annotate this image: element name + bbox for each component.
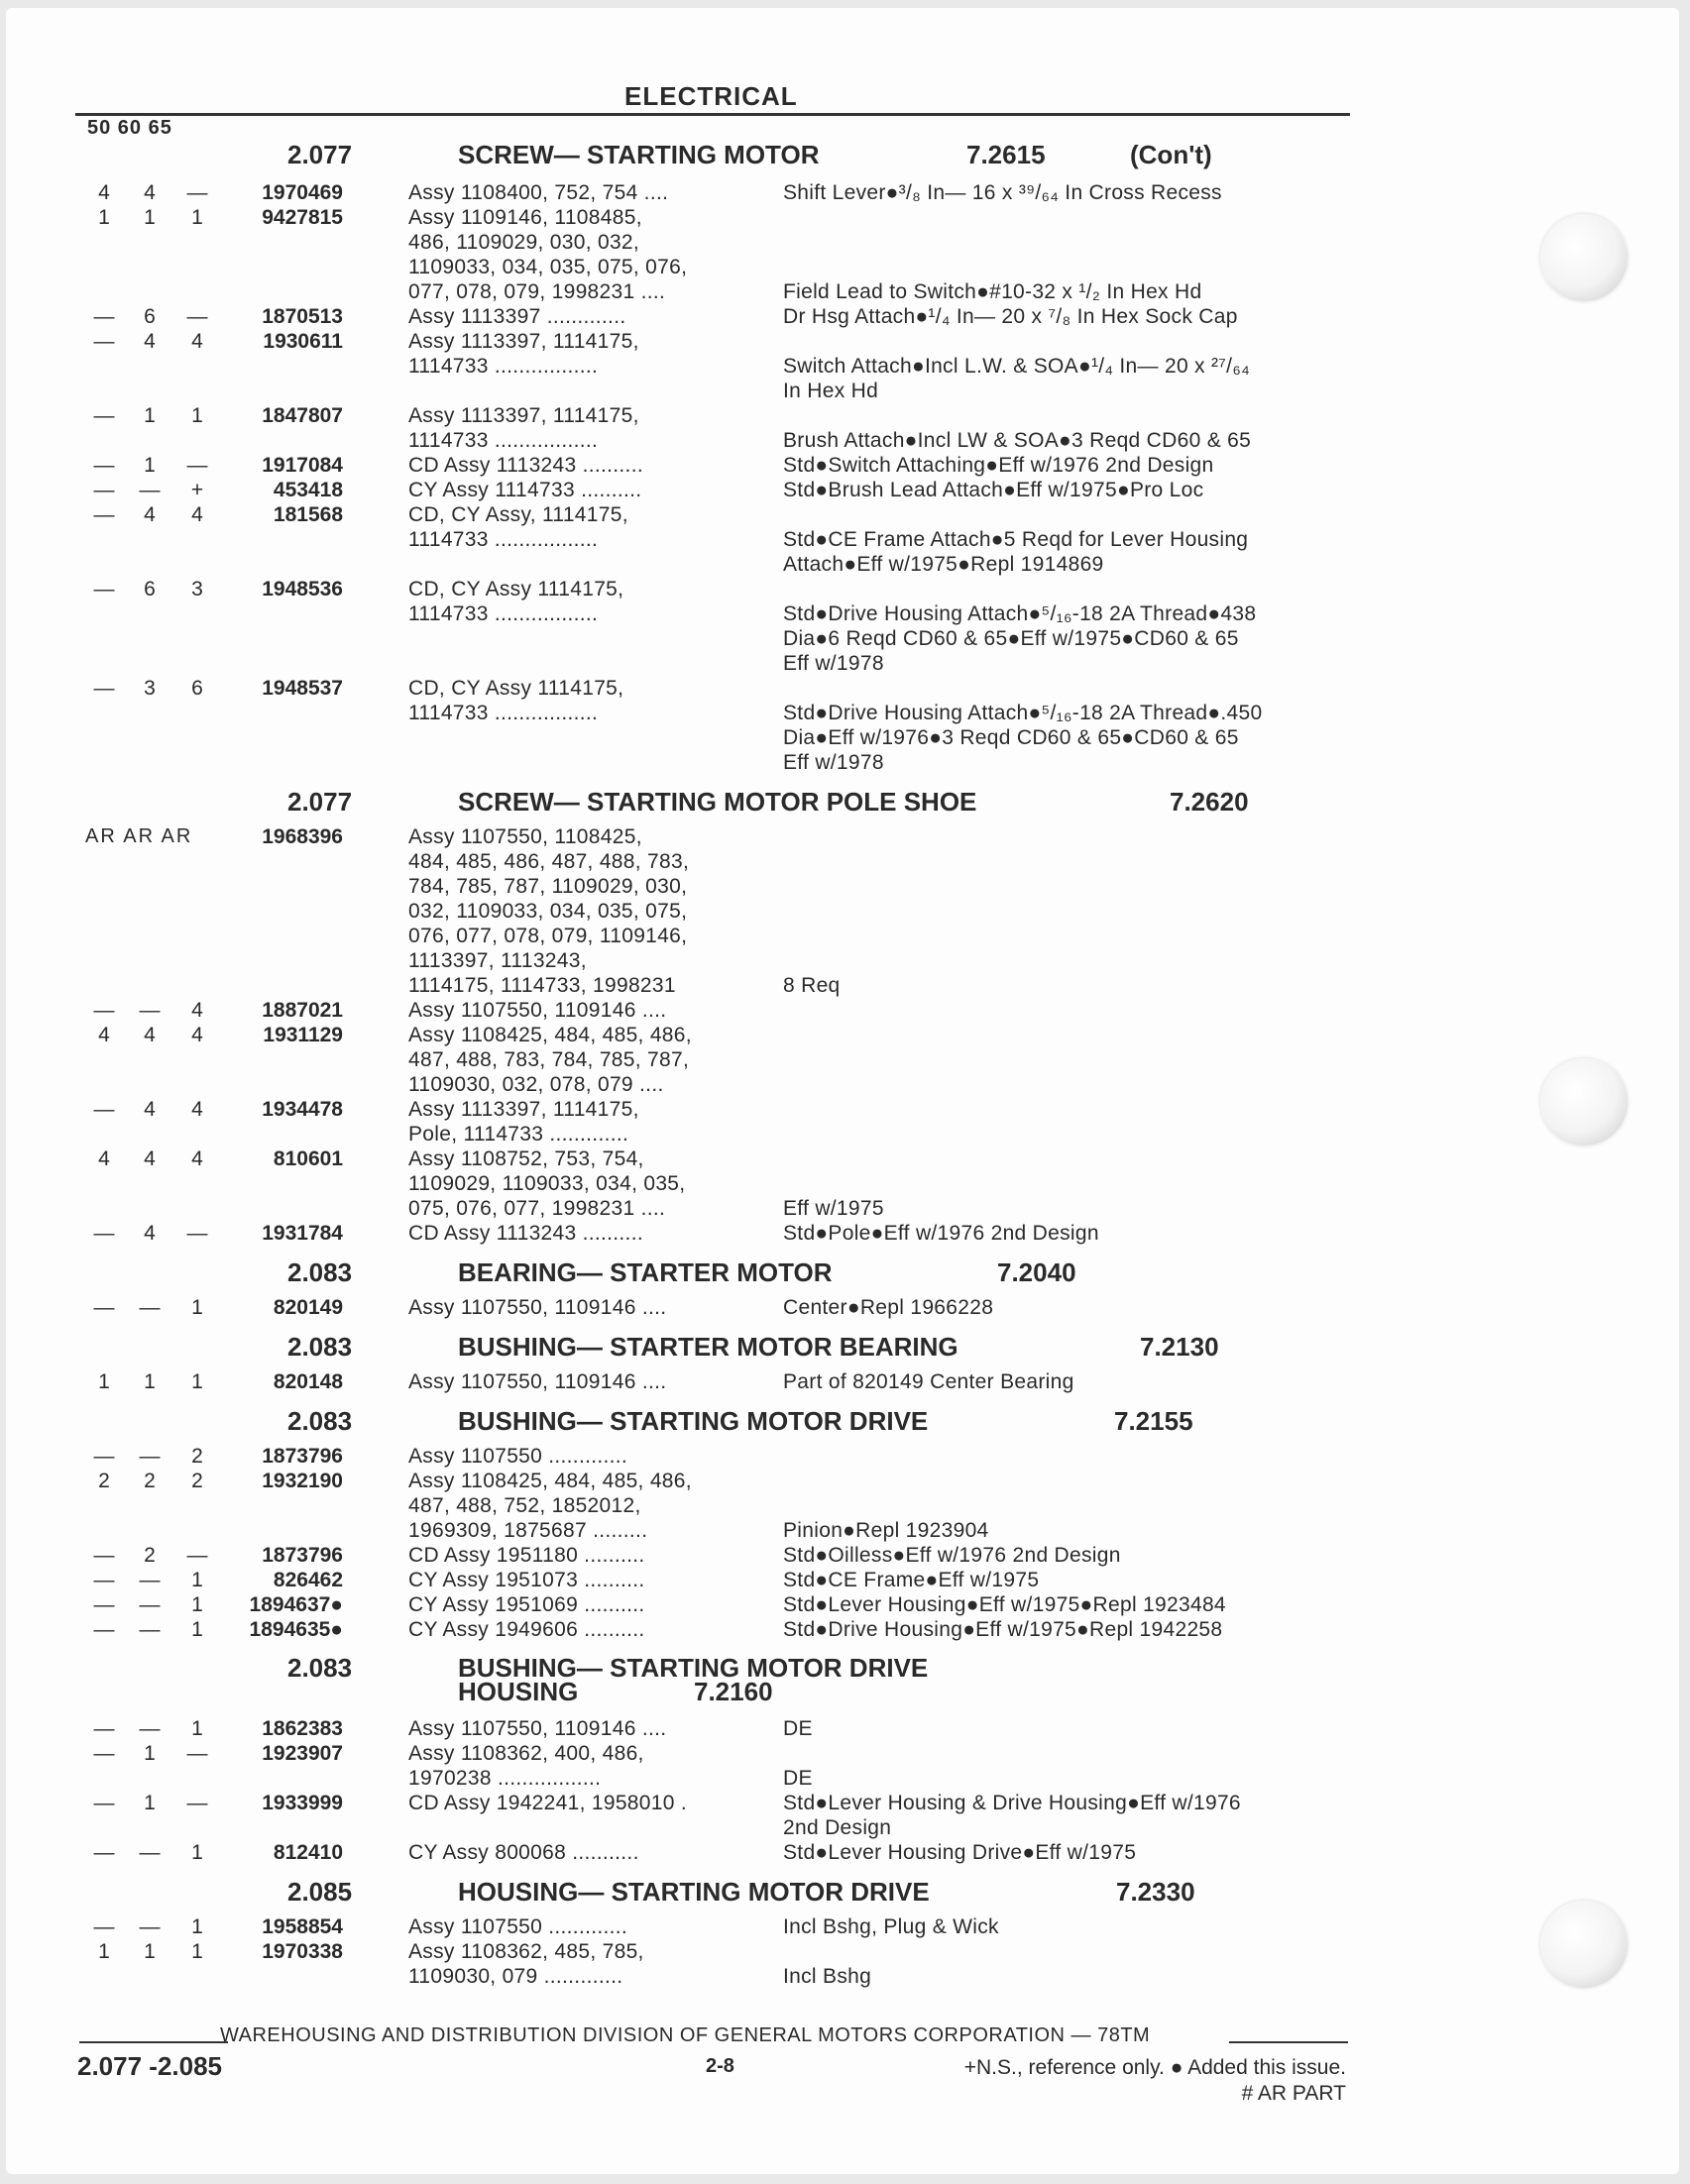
remarks-text: DE (783, 1717, 813, 1740)
quantity-65: 1 (191, 404, 203, 427)
quantity-60: — (139, 1841, 161, 1864)
remarks-text: Eff w/1975 (783, 1197, 884, 1220)
remarks-text: Switch Attach●Incl L.W. & SOA●¹/₄ In— 20 x ²⁷/₆₄ (783, 355, 1250, 378)
remarks-text: Std●Lever Housing & Drive Housing●Eff w/1976 (783, 1792, 1241, 1814)
quantity-65: — (186, 1742, 208, 1765)
parts-line (0, 577, 1690, 601)
section-title: SCREW— STARTING MOTOR POLE SHOE (458, 787, 977, 817)
section-number: 2.077 (287, 140, 353, 169)
application-text: 1114733 ................. (408, 429, 599, 452)
parts-line (0, 1444, 1690, 1469)
part-number: 1873796 (262, 1445, 343, 1468)
quantity-as-required: AR AR AR (85, 825, 193, 847)
quantity-60: 1 (144, 1792, 156, 1814)
section-code: 7.2615 (966, 140, 1046, 169)
quantity-65: — (186, 454, 208, 477)
application-text: Assy 1108362, 400, 486, (408, 1742, 644, 1765)
parts-line (0, 329, 1690, 354)
quantity-65: 6 (191, 677, 203, 700)
quantity-65: 4 (191, 1098, 203, 1121)
footer-legend-line: # AR PART (1241, 2082, 1346, 2105)
parts-line (0, 403, 1690, 428)
quantity-60: — (139, 1593, 161, 1616)
parts-line (0, 849, 1690, 874)
quantity-65: 4 (191, 503, 203, 526)
application-text: CD Assy 1113243 .......... (408, 1222, 643, 1245)
parts-line (0, 1964, 1690, 1989)
quantity-65: 2 (191, 1445, 203, 1468)
section-number: 2.083 (287, 1406, 353, 1436)
application-text: Assy 1107550, 1109146 .... (408, 999, 667, 1022)
quantity-50: — (93, 1915, 115, 1938)
parts-line (0, 1840, 1690, 1865)
part-number: 1932190 (262, 1470, 343, 1492)
section-number: 2.083 (287, 1257, 353, 1287)
quantity-50: — (93, 1222, 115, 1245)
quantity-60: 2 (144, 1544, 156, 1567)
parts-line (0, 874, 1690, 899)
quantity-65: 1 (191, 206, 203, 229)
quantity-60: 3 (144, 677, 156, 700)
quantity-50: — (93, 1717, 115, 1740)
remarks-text: Std●CE Frame●Eff w/1975 (783, 1569, 1040, 1591)
quantity-65: 1 (191, 1296, 203, 1319)
quantity-60: 6 (144, 578, 156, 601)
quantity-50: 4 (98, 181, 110, 204)
quantity-65: — (186, 1222, 208, 1245)
quantity-60: 4 (144, 1024, 156, 1046)
quantity-50: — (93, 1098, 115, 1121)
remarks-text: Brush Attach●Incl LW & SOA●3 Reqd CD60 & 65 (783, 429, 1252, 452)
parts-line (0, 750, 1690, 775)
application-text: CD, CY Assy, 1114175, (408, 503, 628, 526)
quantity-65: 3 (191, 578, 203, 601)
parts-line (0, 453, 1690, 478)
remarks-text: Eff w/1978 (783, 652, 884, 675)
remarks-text: In Hex Hd (783, 380, 879, 402)
part-number: 820149 (273, 1296, 343, 1319)
quantity-60: — (139, 1717, 161, 1740)
application-text: 076, 077, 078, 079, 1109146, (408, 925, 688, 947)
application-text: 1114733 ................. (408, 355, 599, 378)
parts-line (0, 1568, 1690, 1592)
quantity-60: 1 (144, 206, 156, 229)
application-text: Assy 1107550, 1108425, (408, 825, 642, 848)
parts-line (0, 1716, 1690, 1741)
parts-line (0, 230, 1690, 255)
quantity-60: — (139, 479, 161, 501)
quantity-60: 1 (144, 1742, 156, 1765)
part-number: 9427815 (262, 206, 343, 229)
parts-line (0, 725, 1690, 750)
part-number: 1923907 (262, 1742, 343, 1765)
section-title-continued: HOUSING (458, 1677, 579, 1706)
part-number: 1934478 (262, 1098, 343, 1121)
footer-division: WAREHOUSING AND DISTRIBUTION DIVISION OF GENERAL MOTORS CORPORATION — 78TM (220, 2024, 1151, 2046)
quantity-60: — (139, 999, 161, 1022)
section-number: 2.083 (287, 1332, 353, 1362)
quantity-50: 4 (98, 1147, 110, 1170)
quantity-65: 1 (191, 1569, 203, 1591)
quantity-65: 4 (191, 1147, 203, 1170)
parts-line (0, 1493, 1690, 1518)
application-text: 077, 078, 079, 1998231 .... (408, 280, 666, 303)
parts-line (0, 1147, 1690, 1171)
remarks-text: Std●Switch Attaching●Eff w/1976 2nd Design (783, 454, 1214, 477)
quantity-65: — (186, 305, 208, 328)
quantity-65: 1 (191, 1593, 203, 1616)
application-text: CD Assy 1113243 .......... (408, 454, 643, 477)
parts-line (0, 973, 1690, 998)
parts-line (0, 1171, 1690, 1196)
parts-line (0, 1023, 1690, 1047)
header-divider (75, 113, 1350, 116)
part-number: 1958854 (262, 1915, 343, 1938)
parts-line (0, 824, 1690, 849)
quantity-50: — (93, 1742, 115, 1765)
quantity-50: — (93, 404, 115, 427)
remarks-text: Std●Drive Housing Attach●⁵/₁₆-18 2A Thread●.450 (783, 702, 1263, 724)
quantity-50: — (93, 677, 115, 700)
parts-line (0, 1791, 1690, 1815)
quantity-65: 4 (191, 1024, 203, 1046)
remarks-text: Part of 820149 Center Bearing (783, 1370, 1074, 1393)
footer-rule-right (1229, 2041, 1348, 2043)
application-text: Assy 1108362, 485, 785, (408, 1940, 644, 1963)
parts-line (0, 626, 1690, 651)
parts-line (0, 899, 1690, 924)
parts-line (0, 552, 1690, 577)
application-text: 486, 1109029, 030, 032, (408, 231, 640, 254)
quantity-60: 1 (144, 1370, 156, 1393)
part-number: 810601 (273, 1147, 343, 1170)
parts-line (0, 1543, 1690, 1568)
application-text: CY Assy 1951069 .......... (408, 1593, 645, 1616)
section-code: 7.2040 (997, 1257, 1076, 1287)
remarks-text: Incl Bshg, Plug & Wick (783, 1915, 999, 1938)
application-text: 487, 488, 783, 784, 785, 787, (408, 1048, 690, 1071)
application-text: Assy 1109146, 1108485, (408, 206, 642, 229)
year-columns-header: 50 60 65 (87, 117, 172, 139)
quantity-50: — (93, 454, 115, 477)
section-code: 7.2330 (1116, 1877, 1195, 1907)
parts-line (0, 1914, 1690, 1939)
remarks-text: Std●Pole●Eff w/1976 2nd Design (783, 1222, 1099, 1245)
remarks-text: Center●Repl 1966228 (783, 1296, 994, 1319)
quantity-60: — (139, 1618, 161, 1641)
quantity-50: — (93, 1618, 115, 1641)
application-text: Assy 1107550 ............. (408, 1445, 628, 1468)
application-text: CD, CY Assy 1114175, (408, 578, 624, 601)
quantity-50: — (93, 578, 115, 601)
section-title: HOUSING— STARTING MOTOR DRIVE (458, 1877, 930, 1907)
parts-line (0, 304, 1690, 329)
quantity-60: — (139, 1915, 161, 1938)
application-text: 075, 076, 077, 1998231 .... (408, 1197, 666, 1220)
parts-line (0, 354, 1690, 379)
parts-line (0, 676, 1690, 701)
parts-line (0, 1047, 1690, 1072)
quantity-60: — (139, 1296, 161, 1319)
remarks-text: Shift Lever●³/₈ In— 16 x ³⁹/₆₄ In Cross Recess (783, 181, 1222, 204)
quantity-60: 1 (144, 454, 156, 477)
quantity-60: 4 (144, 1147, 156, 1170)
part-number: 826462 (273, 1569, 343, 1591)
quantity-60: 1 (144, 1940, 156, 1963)
quantity-50: — (93, 1841, 115, 1864)
quantity-50: — (93, 1593, 115, 1616)
parts-line (0, 1815, 1690, 1840)
quantity-65: 4 (191, 330, 203, 353)
application-text: CY Assy 1949606 .......... (408, 1618, 645, 1641)
part-number: 812410 (273, 1841, 343, 1864)
section-number: 2.085 (287, 1877, 353, 1907)
quantity-60: 4 (144, 1222, 156, 1245)
application-text: 1113397, 1113243, (408, 949, 587, 972)
quantity-60: — (139, 1569, 161, 1591)
application-text: 1109033, 034, 035, 075, 076, (408, 256, 688, 278)
remarks-text: Std●Drive Housing●Eff w/1975●Repl 1942258 (783, 1618, 1223, 1641)
parts-line (0, 1518, 1690, 1543)
section-continued-marker: (Con't) (1130, 140, 1212, 169)
quantity-60: 2 (144, 1470, 156, 1492)
quantity-50: — (93, 1296, 115, 1319)
application-text: Assy 1113397, 1114175, (408, 1098, 639, 1121)
application-text: Assy 1107550, 1109146 .... (408, 1370, 667, 1393)
quantity-50: 1 (98, 206, 110, 229)
quantity-60: — (139, 1445, 161, 1468)
part-number: 1873796 (262, 1544, 343, 1567)
part-number: 453418 (273, 479, 343, 501)
parts-line (0, 255, 1690, 279)
section-title: SCREW— STARTING MOTOR (458, 140, 820, 169)
quantity-50: — (93, 305, 115, 328)
footer-legend (964, 2055, 1346, 2107)
parts-line (0, 998, 1690, 1023)
part-number: 1870513 (262, 305, 343, 328)
parts-line (0, 527, 1690, 552)
application-text: Assy 1107550, 1109146 .... (408, 1717, 667, 1740)
page-number: 2-8 (706, 2055, 734, 2077)
remarks-text: Std●Oilless●Eff w/1976 2nd Design (783, 1544, 1121, 1567)
application-text: 1969309, 1875687 ......... (408, 1519, 648, 1542)
page-title: ELECTRICAL (624, 81, 798, 111)
quantity-50: — (93, 1569, 115, 1591)
parts-line (0, 1369, 1690, 1394)
remarks-text: Dia●Eff w/1976●3 Reqd CD60 & 65●CD60 & 65 (783, 726, 1239, 749)
application-text: 1114733 ................. (408, 702, 599, 724)
part-number: 1887021 (262, 999, 343, 1022)
application-text: CY Assy 1114733 .......... (408, 479, 642, 501)
remarks-text: Std●Lever Housing●Eff w/1975●Repl 1923484 (783, 1593, 1226, 1616)
application-text: 784, 785, 787, 1109029, 030, (408, 875, 688, 898)
part-number: 1968396 (262, 825, 343, 848)
quantity-60: 4 (144, 503, 156, 526)
quantity-60: 6 (144, 305, 156, 328)
part-number: 1933999 (262, 1792, 343, 1814)
quantity-65: 1 (191, 1841, 203, 1864)
parts-line (0, 1469, 1690, 1493)
part-number: 820148 (273, 1370, 343, 1393)
quantity-60: 1 (144, 404, 156, 427)
remarks-text: Std●Drive Housing Attach●⁵/₁₆-18 2A Thread●438 (783, 602, 1257, 625)
application-text: Assy 1113397 ............. (408, 305, 626, 328)
part-number: 1917084 (262, 454, 343, 477)
parts-line (0, 502, 1690, 527)
quantity-65: 1 (191, 1915, 203, 1938)
parts-line (0, 924, 1690, 948)
quantity-50: — (93, 330, 115, 353)
quantity-65: 4 (191, 999, 203, 1022)
application-text: Assy 1113397, 1114175, (408, 330, 639, 353)
part-number: 181568 (273, 503, 343, 526)
remarks-text: 8 Req (783, 974, 841, 997)
quantity-65: — (186, 181, 208, 204)
quantity-60: 4 (144, 330, 156, 353)
application-text: 1109029, 1109033, 034, 035, (408, 1172, 686, 1195)
application-text: 032, 1109033, 034, 035, 075, (408, 900, 688, 923)
remarks-text: Field Lead to Switch●#10-32 x ¹/₂ In Hex Hd (783, 280, 1202, 303)
quantity-65: — (186, 1544, 208, 1567)
parts-line (0, 1196, 1690, 1221)
parts-line (0, 1766, 1690, 1791)
parts-line (0, 1741, 1690, 1766)
quantity-65: 1 (191, 1717, 203, 1740)
parts-line (0, 1122, 1690, 1147)
quantity-65: — (186, 1792, 208, 1814)
quantity-60: 4 (144, 1098, 156, 1121)
parts-line (0, 428, 1690, 453)
remarks-text: Std●CE Frame Attach●5 Reqd for Lever Housing (783, 528, 1249, 551)
application-text: 1109030, 079 ............. (408, 1965, 623, 1988)
application-text: Assy 1108400, 752, 754 .... (408, 181, 669, 204)
quantity-50: — (93, 1792, 115, 1814)
application-text: CY Assy 1951073 .......... (408, 1569, 645, 1591)
section-number: 2.083 (287, 1653, 353, 1683)
application-text: Assy 1108425, 484, 485, 486, (408, 1024, 692, 1046)
part-number: 1930611 (263, 330, 343, 353)
part-number: 1894637● (249, 1593, 343, 1616)
parts-line (0, 1939, 1690, 1964)
application-text: 1970238 ................. (408, 1767, 602, 1790)
quantity-65: 1 (191, 1370, 203, 1393)
parts-line (0, 379, 1690, 403)
part-number: 1970338 (262, 1940, 343, 1963)
quantity-50: — (93, 479, 115, 501)
application-text: Assy 1113397, 1114175, (408, 404, 639, 427)
remarks-text: 2nd Design (783, 1816, 892, 1839)
parts-line (0, 180, 1690, 205)
part-number: 1862383 (262, 1717, 343, 1740)
parts-line (0, 701, 1690, 725)
parts-line (0, 1592, 1690, 1617)
section-title: BUSHING— STARTING MOTOR DRIVE (458, 1406, 929, 1436)
parts-line (0, 205, 1690, 230)
section-title: BUSHING— STARTER MOTOR BEARING (458, 1332, 958, 1362)
quantity-50: 4 (98, 1024, 110, 1046)
application-text: Assy 1107550 ............. (408, 1915, 628, 1938)
part-number: 1948537 (262, 677, 343, 700)
remarks-text: Std●Lever Housing Drive●Eff w/1975 (783, 1841, 1137, 1864)
remarks-text: Std●Brush Lead Attach●Eff w/1975●Pro Loc (783, 479, 1204, 501)
application-text: CD Assy 1942241, 1958010 . (408, 1792, 687, 1814)
part-number: 1931129 (263, 1024, 343, 1046)
quantity-50: — (93, 503, 115, 526)
remarks-text: Incl Bshg (783, 1965, 872, 1988)
remarks-text: Dr Hsg Attach●¹/₄ In— 20 x ⁷/₈ In Hex Sock Cap (783, 305, 1238, 328)
application-text: CD, CY Assy 1114175, (408, 677, 624, 700)
remarks-text: Pinion●Repl 1923904 (783, 1519, 989, 1542)
remarks-text: Eff w/1978 (783, 751, 884, 774)
quantity-60: 4 (144, 181, 156, 204)
quantity-50: 1 (98, 1940, 110, 1963)
section-code: 7.2620 (1170, 787, 1249, 817)
application-text: Assy 1108425, 484, 485, 486, (408, 1470, 692, 1492)
application-text: 1114733 ................. (408, 602, 599, 625)
application-text: 1109030, 032, 078, 079 .... (408, 1073, 664, 1096)
application-text: CY Assy 800068 ........... (408, 1841, 639, 1864)
parts-line (0, 1295, 1690, 1320)
parts-line (0, 651, 1690, 676)
part-number: 1931784 (262, 1222, 343, 1245)
part-number: 1948536 (262, 578, 343, 601)
parts-line (0, 1617, 1690, 1642)
parts-line (0, 1072, 1690, 1097)
quantity-65: + (190, 479, 204, 501)
quantity-50: — (93, 1445, 115, 1468)
section-code: 7.2130 (1140, 1332, 1219, 1362)
quantity-65: 2 (191, 1470, 203, 1492)
parts-line (0, 601, 1690, 626)
remarks-text: DE (783, 1767, 813, 1790)
parts-line (0, 279, 1690, 304)
section-code: 7.2155 (1114, 1406, 1193, 1436)
parts-line (0, 478, 1690, 502)
application-text: Assy 1107550, 1109146 .... (408, 1296, 667, 1319)
part-number: 1894635● (249, 1618, 343, 1641)
quantity-65: 1 (191, 1940, 203, 1963)
application-text: Assy 1108752, 753, 754, (408, 1147, 644, 1170)
section-code: 7.2160 (694, 1677, 773, 1706)
section-title: BEARING— STARTER MOTOR (458, 1257, 833, 1287)
parts-line (0, 1097, 1690, 1122)
application-text: 487, 488, 752, 1852012, (408, 1494, 641, 1517)
footer-rule-left (79, 2041, 228, 2043)
application-text: 1114733 ................. (408, 528, 599, 551)
section-number: 2.077 (287, 787, 353, 817)
part-number: 1970469 (262, 181, 343, 204)
section-title: BUSHING— STARTING MOTOR DRIVE (458, 1653, 929, 1683)
footer-section-range: 2.077 -2.085 (77, 2051, 223, 2081)
footer-legend-line: +N.S., reference only. ● Added this issue. (963, 2056, 1346, 2079)
remarks-text: Dia●6 Reqd CD60 & 65●Eff w/1975●CD60 & 65 (783, 627, 1239, 650)
application-text: 484, 485, 486, 487, 488, 783, (408, 850, 690, 873)
quantity-50: — (93, 1544, 115, 1567)
application-text: 1114175, 1114733, 1998231 (408, 974, 676, 997)
quantity-65: 1 (191, 1618, 203, 1641)
part-number: 1847807 (262, 404, 343, 427)
quantity-50: 2 (98, 1470, 110, 1492)
parts-line (0, 948, 1690, 973)
application-text: CD Assy 1951180 .......... (408, 1544, 645, 1567)
quantity-50: 1 (98, 1370, 110, 1393)
parts-line (0, 1221, 1690, 1246)
remarks-text: Attach●Eff w/1975●Repl 1914869 (783, 553, 1104, 576)
application-text: Pole, 1114733 ............. (408, 1123, 629, 1146)
quantity-50: — (93, 999, 115, 1022)
